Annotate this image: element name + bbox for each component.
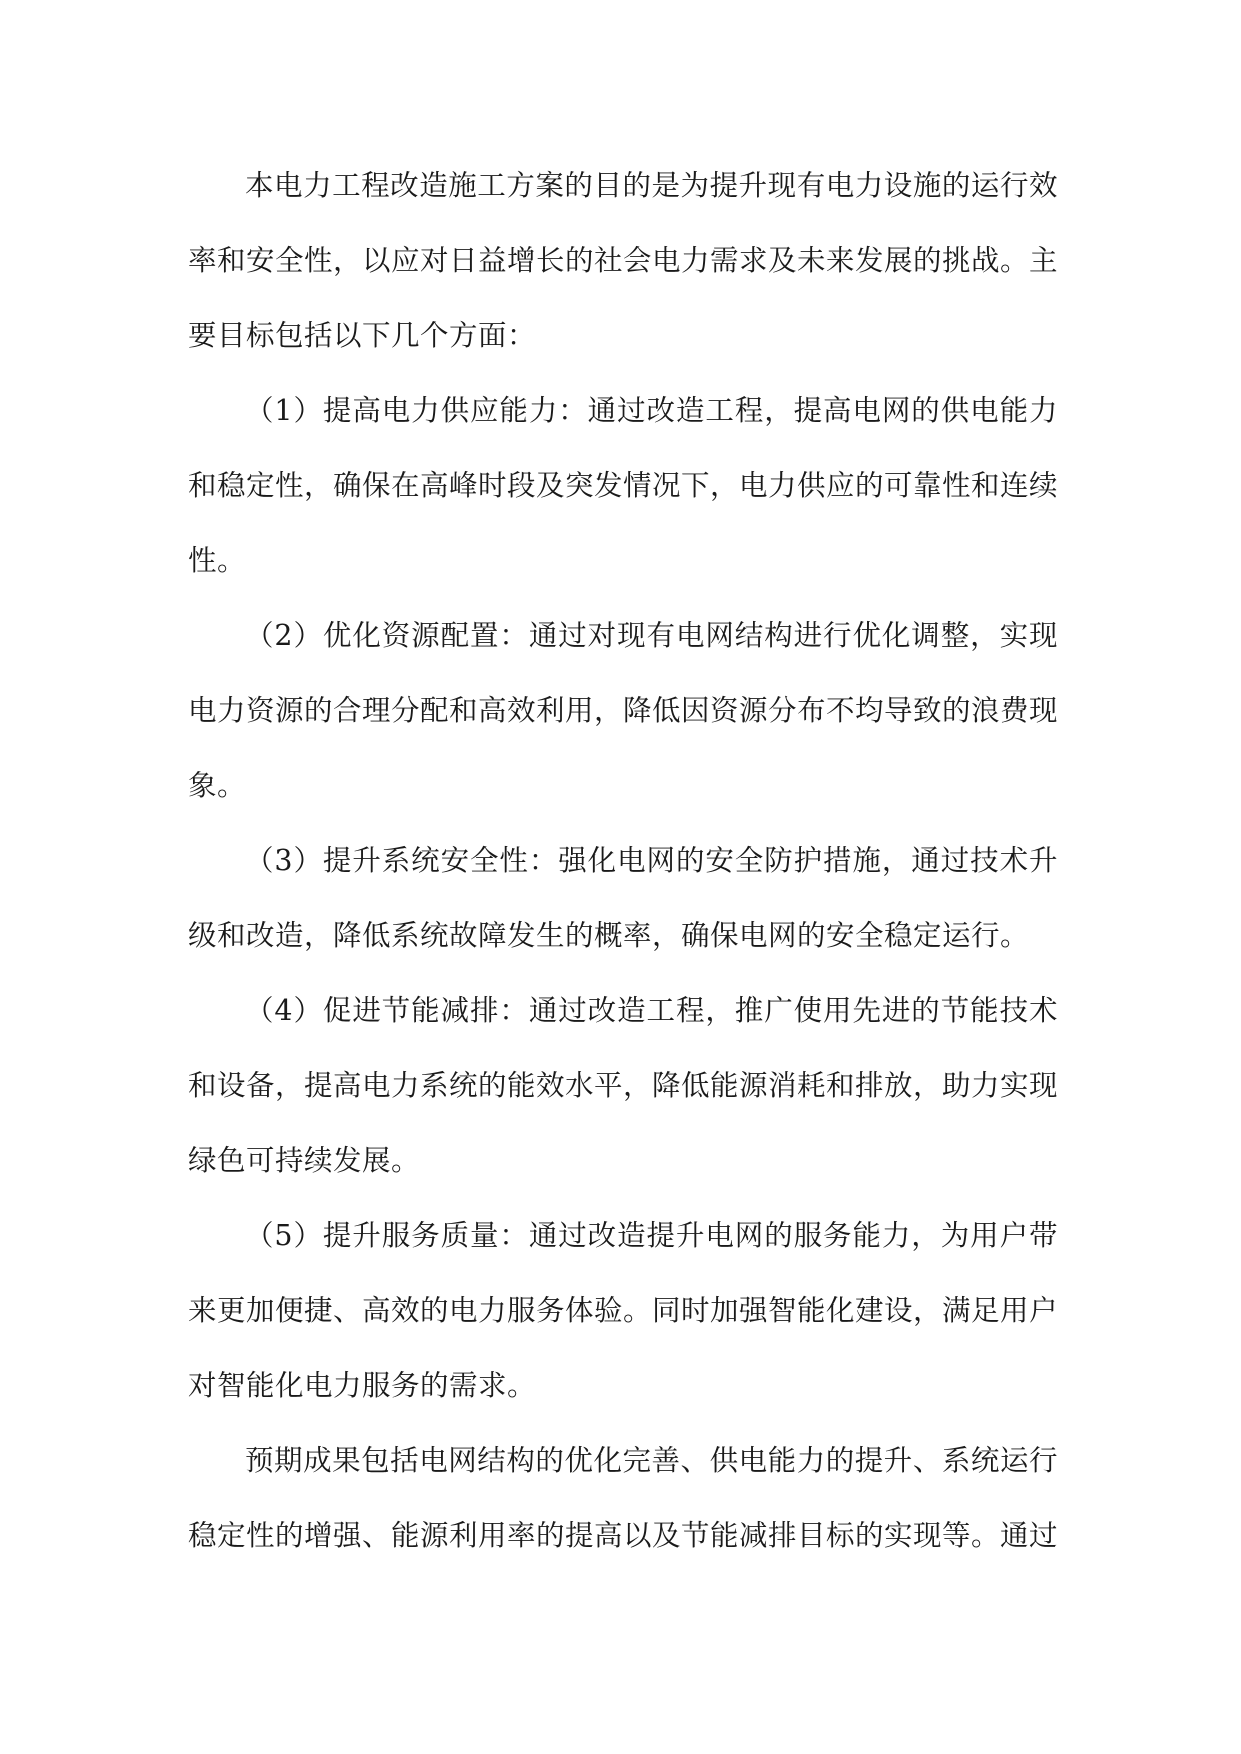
paragraph-item-5: （5）提升服务质量：通过改造提升电网的服务能力，为用户带来更加便捷、高效的电力服务体验。同时加强智能化建设，满足用户对智能化电力服务的需求。	[188, 1219, 1059, 1402]
paragraph-item-4: （4）促进节能减排：通过改造工程，推广使用先进的节能技术和设备，提高电力系统的能效水平，降低能源消耗和排放，助力实现绿色可持续发展。	[188, 994, 1059, 1177]
paragraph-item-3: （3）提升系统安全性：强化电网的安全防护措施，通过技术升级和改造，降低系统故障发生的概率，确保电网的安全稳定运行。	[188, 844, 1058, 952]
document-body	[188, 148, 1058, 1573]
paragraph-outcomes: 预期成果包括电网结构的优化完善、供电能力的提升、系统运行稳定性的增强、能源利用率的提高以及节能减排目标的实现等。通过	[188, 1444, 1059, 1552]
paragraph-item-2: （2）优化资源配置：通过对现有电网结构进行优化调整，实现电力资源的合理分配和高效利用，降低因资源分布不均导致的浪费现象。	[188, 619, 1059, 802]
paragraph-intro: 本电力工程改造施工方案的目的是为提升现有电力设施的运行效率和安全性，以应对日益增长的社会电力需求及未来发展的挑战。主要目标包括以下几个方面：	[188, 169, 1059, 352]
paragraph-item-1: （1）提高电力供应能力：通过改造工程，提高电网的供电能力和稳定性，确保在高峰时段及突发情况下，电力供应的可靠性和连续性。	[188, 394, 1059, 577]
